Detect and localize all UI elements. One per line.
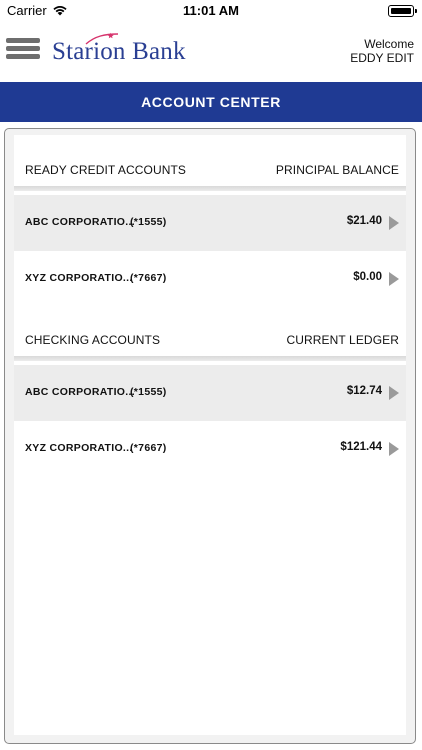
account-balance: $0.00	[353, 271, 382, 283]
bank-logo	[52, 38, 186, 68]
section-divider	[14, 356, 406, 361]
account-number: (*7667)	[130, 442, 167, 454]
account-number: (*7667)	[130, 272, 167, 284]
section-header-ready-credit	[14, 145, 406, 191]
welcome-block	[350, 37, 414, 65]
user-name: EDDY EDIT	[350, 51, 414, 65]
battery-icon	[388, 5, 414, 17]
section-label: CHECKING ACCOUNTS	[25, 333, 161, 347]
chevron-right-icon	[389, 442, 399, 456]
app-header	[0, 22, 422, 82]
accounts-list	[14, 135, 406, 735]
carrier-label: Carrier	[7, 3, 47, 18]
account-balance: $12.74	[346, 385, 382, 397]
account-number: (*1555)	[130, 386, 167, 398]
chevron-right-icon	[389, 386, 399, 400]
page-title: ACCOUNT CENTER	[141, 94, 281, 110]
account-name: XYZ CORPORATIO...	[25, 272, 133, 284]
logo-text: Starion Bank	[52, 38, 186, 65]
menu-icon[interactable]	[6, 38, 40, 64]
account-name: ABC CORPORATIO...	[25, 386, 135, 398]
account-row[interactable]	[14, 195, 406, 251]
account-row[interactable]	[14, 365, 406, 421]
title-bar	[0, 82, 422, 122]
account-name: ABC CORPORATIO...	[25, 216, 135, 228]
account-balance: $21.40	[346, 215, 382, 227]
account-balance: $121.44	[340, 441, 382, 453]
section-divider	[14, 186, 406, 191]
section-label: READY CREDIT ACCOUNTS	[25, 163, 187, 177]
account-number: (*1555)	[130, 216, 167, 228]
status-time: 11:01 AM	[183, 3, 239, 18]
account-row[interactable]	[14, 251, 406, 307]
account-row[interactable]	[14, 421, 406, 477]
chevron-right-icon	[389, 272, 399, 286]
account-name: XYZ CORPORATIO...	[25, 442, 133, 454]
chevron-right-icon	[389, 216, 399, 230]
welcome-label: Welcome	[364, 37, 414, 51]
column-label: PRINCIPAL BALANCE	[275, 163, 399, 177]
section-header-checking	[14, 315, 406, 361]
accounts-panel	[4, 128, 416, 744]
column-label: CURRENT LEDGER	[286, 333, 399, 347]
logo-swoosh-icon	[85, 32, 119, 46]
status-bar	[0, 0, 422, 22]
